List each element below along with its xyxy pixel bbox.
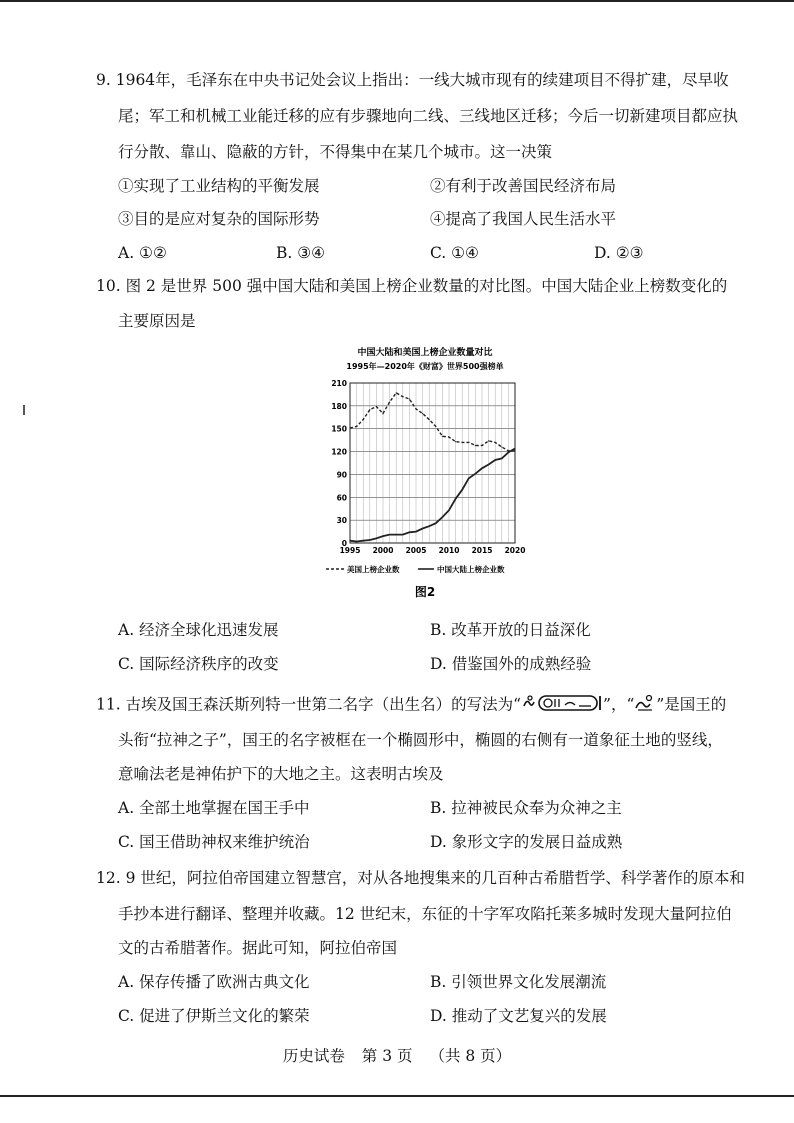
q9-statement-3: ③目的是应对复杂的国际形势 <box>118 210 320 228</box>
data-point-china <box>402 534 403 535</box>
q12-option-d: D. 推动了文艺复兴的发展 <box>430 1007 607 1025</box>
data-point-us <box>495 442 496 443</box>
data-point-china <box>508 452 509 453</box>
data-point-china <box>481 468 482 469</box>
data-point-china <box>514 448 515 449</box>
data-point-us <box>389 401 390 402</box>
data-point-china <box>363 540 364 541</box>
q10-option-c: C. 国际经济秩序的改变 <box>118 655 279 673</box>
q11-option-d: D. 象形文字的发展日益成熟 <box>430 833 623 851</box>
data-point-us <box>481 445 482 446</box>
q12-line-3: 文的古希腊著作。据此可知，阿拉伯帝国 <box>118 939 398 957</box>
data-point-us <box>356 426 357 427</box>
figure-caption: 图2 <box>414 585 436 599</box>
chart-subtitle: 1995年—2020年《财富》世界500强榜单 <box>346 362 504 371</box>
data-point-china <box>389 534 390 535</box>
data-point-us <box>382 413 383 414</box>
x-tick-label: 1995 <box>339 546 361 555</box>
q10-option-d: D. 借鉴国外的成熟经验 <box>430 655 592 673</box>
data-point-us <box>363 419 364 420</box>
data-point-us <box>396 392 397 393</box>
data-point-us <box>501 446 502 447</box>
data-point-china <box>475 473 476 474</box>
data-point-us <box>455 441 456 442</box>
q11-line-1-mid: ”，“ <box>603 695 635 714</box>
q11-line-1-pre: 11. 古埃及国王森沃斯列特一世第二名字（出生名）的写法为“ <box>96 695 522 714</box>
figure-2-chart <box>320 340 540 605</box>
data-point-china <box>382 536 383 537</box>
q9-option-b: B. ③④ <box>276 244 326 262</box>
data-point-china <box>468 478 469 479</box>
data-point-china <box>429 526 430 527</box>
q9-option-c: C. ①④ <box>430 244 479 262</box>
q10-option-b: B. 改革开放的日益深化 <box>430 621 591 639</box>
q12-option-a: A. 保存传播了欧洲古典文化 <box>118 973 310 991</box>
data-point-us <box>468 442 469 443</box>
q9-line-1: 9. 1964年，毛泽东在中央书记处会议上指出：一线大城市现有的续建项目不得扩建，尽早收 <box>96 71 729 89</box>
y-tick-label: 150 <box>331 424 347 434</box>
data-point-china <box>349 540 350 541</box>
scan-mark <box>23 405 25 415</box>
q11-line-1 <box>96 694 726 717</box>
footer-page: 第 3 页 <box>361 1047 413 1065</box>
data-point-china <box>409 532 410 533</box>
q9-option-d: D. ②③ <box>594 244 644 262</box>
q10-line-1: 10. 图 2 是世界 500 强中国大陆和美国上榜企业数量的对比图。中国大陆企业上榜数变化的 <box>96 277 728 295</box>
y-tick-label: 180 <box>331 401 347 411</box>
data-point-us <box>435 426 436 427</box>
x-tick-label: 2010 <box>438 546 460 555</box>
x-tick-label: 2000 <box>372 546 394 555</box>
q10-option-a: A. 经济全球化迅速发展 <box>118 621 279 639</box>
footer-total: （共 8 页） <box>429 1047 512 1065</box>
q9-line-2: 尾；军工和机械工业能迁移的应有步骤地向二线、三线地区迁移；今后一切新建项目都应执 <box>118 107 739 125</box>
q11-line-1-post: ”是国王的 <box>656 695 727 714</box>
x-tick-label: 2015 <box>471 546 493 555</box>
y-tick-label: 0 <box>341 539 347 548</box>
legend-us-label: 美国上榜企业数 <box>347 565 400 574</box>
legend-cn-label: 中国大陆上榜企业数 <box>437 565 505 574</box>
data-point-us <box>488 440 489 441</box>
q9-line-3: 行分散、靠山、隐蔽的方针，不得集中在某几个城市。这一决策 <box>118 143 553 161</box>
data-point-china <box>396 534 397 535</box>
y-tick-label: 30 <box>336 516 347 526</box>
data-point-china <box>369 539 370 540</box>
data-point-china <box>415 531 416 532</box>
data-point-china <box>501 458 502 459</box>
data-point-us <box>514 450 515 451</box>
chart-svg <box>320 340 540 605</box>
y-tick-label: 210 <box>331 379 347 388</box>
data-point-us <box>409 398 410 399</box>
x-tick-label: 2005 <box>405 546 427 555</box>
y-tick-label: 120 <box>331 447 347 457</box>
data-point-us <box>415 408 416 409</box>
q12-line-1: 12. 9 世纪，阿拉伯帝国建立智慧宫，对从各地搜集来的几百种古希腊哲学、科学著作的原本和 <box>96 869 745 887</box>
data-point-china <box>442 516 443 517</box>
page-footer <box>0 1044 794 1066</box>
data-point-us <box>402 396 403 397</box>
data-point-china <box>435 523 436 524</box>
data-point-us <box>462 442 463 443</box>
q12-line-2: 手抄本进行翻译、整理并收藏。12 世纪末，东征的十字军攻陷托莱多城时发现大量阿拉伯 <box>118 905 732 923</box>
q11-line-3: 意喻法老是神佑护下的大地之主。这表明古埃及 <box>118 765 444 783</box>
chart-title: 中国大陆和美国上榜企业数量对比 <box>357 348 493 358</box>
x-tick-label: 2020 <box>504 546 526 555</box>
series-line-us <box>350 393 515 451</box>
bottom-border <box>0 1095 794 1097</box>
series-line-china <box>350 449 515 542</box>
chart-series <box>349 392 515 542</box>
footer-subject: 历史试卷 <box>282 1047 345 1065</box>
data-point-china <box>448 510 449 511</box>
data-point-china <box>455 498 456 499</box>
data-point-china <box>495 459 496 460</box>
q9-statement-2: ②有利于改善国民经济布局 <box>430 177 617 195</box>
data-point-us <box>442 436 443 437</box>
q12-option-c: C. 促进了伊斯兰文化的繁荣 <box>118 1007 310 1025</box>
q9-statement-1: ①实现了工业结构的平衡发展 <box>118 177 320 195</box>
q12-option-b: B. 引领世界文化发展潮流 <box>430 973 607 991</box>
data-point-china <box>356 541 357 542</box>
q11-option-b: B. 拉神被民众奉为众神之主 <box>430 799 622 817</box>
q11-line-2: 头衔“拉神之子”，国王的名字被框在一个椭圆形中，椭圆的右侧有一道象征土地的竖线， <box>118 731 723 749</box>
y-tick-label: 90 <box>336 470 347 480</box>
y-tick-label: 60 <box>336 493 347 503</box>
data-point-china <box>462 489 463 490</box>
q9-option-a: A. ①② <box>118 244 167 262</box>
data-point-us <box>429 419 430 420</box>
q9-statement-4: ④提高了我国人民生活水平 <box>430 210 617 228</box>
data-point-us <box>422 413 423 414</box>
data-point-china <box>488 464 489 465</box>
hieroglyph-son-of-ra-icon <box>634 694 656 717</box>
data-point-us <box>475 445 476 446</box>
hieroglyph-name-cartouche-icon <box>521 694 603 717</box>
data-point-us <box>448 436 449 437</box>
q10-line-2: 主要原因是 <box>118 312 196 330</box>
q11-option-c: C. 国王借助神权来维护统治 <box>118 833 310 851</box>
chart-legend <box>326 564 505 574</box>
top-border <box>0 0 794 2</box>
data-point-us <box>376 406 377 407</box>
data-point-us <box>369 409 370 410</box>
q11-option-a: A. 全部土地掌握在国王手中 <box>118 799 310 817</box>
data-point-us <box>349 427 350 428</box>
chart-axes <box>331 379 525 555</box>
data-point-china <box>422 528 423 529</box>
data-point-china <box>376 538 377 539</box>
